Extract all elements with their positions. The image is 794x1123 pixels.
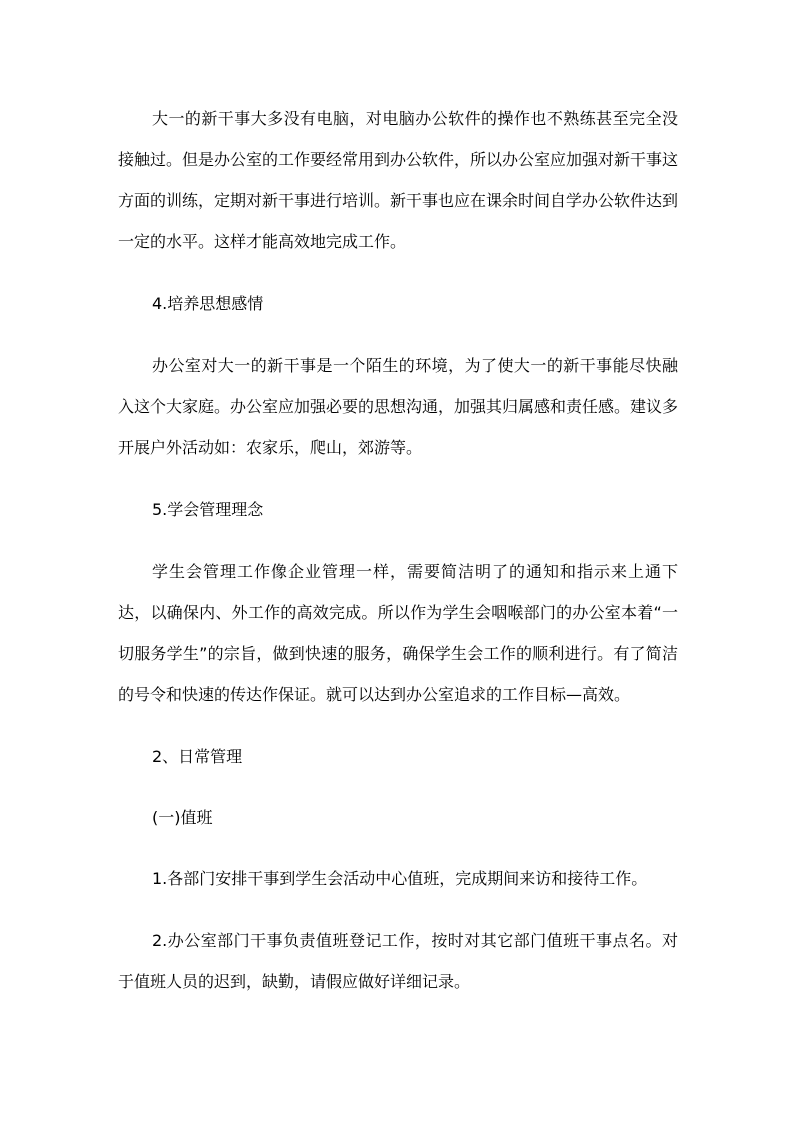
paragraph-duty-registration: 2.办公室部门干事负责值班登记工作，按时对其它部门值班干事点名。对于值班人员的迟到，缺勤，请假应做好详细记录。 — [118, 931, 678, 991]
paragraph-thought-communication: 办公室对大一的新干事是一个陌生的环境，为了使大一的新干事能尽快融入这个大家庭。办公室应加强必要的思想沟通，加强其归属感和责任感。建议多开展户外活动如：农家乐，爬山，郊游等。 — [118, 356, 679, 457]
paragraph-management-efficiency: 学生会管理工作像企业管理一样，需要简洁明了的通知和指示来上通下达，以确保内、外工作的高效完成。所以作为学生会咽喉部门的办公室本着“一切服务学生”的宗旨，做到快速的服务，确保学生会工作的顺利进行。有了简洁的号令和快速的传达作保证。就可以达到办公室追求的工作目标—高效。 — [118, 562, 678, 704]
heading-cultivate-feelings: 4.培养思想感情 — [152, 294, 264, 313]
paragraph-office-software-training: 大一的新干事大多没有电脑，对电脑办公软件的操作也不熟练甚至完全没接触过。但是办公室的工作要经常用到办公软件，所以办公室应加强对新干事这方面的训练，定期对新干事进行培训。新干事也应在课余时间自学办公软件达到一定的水平。这样才能高效地完成工作。 — [118, 109, 679, 251]
heading-management-concept: 5.学会管理理念 — [152, 500, 264, 519]
heading-duty: (一)值班 — [152, 808, 213, 827]
heading-daily-management: 2、日常管理 — [152, 747, 243, 766]
paragraph-duty-arrangement: 1.各部门安排干事到学生会活动中心值班，完成期间来访和接待工作。 — [152, 869, 648, 888]
